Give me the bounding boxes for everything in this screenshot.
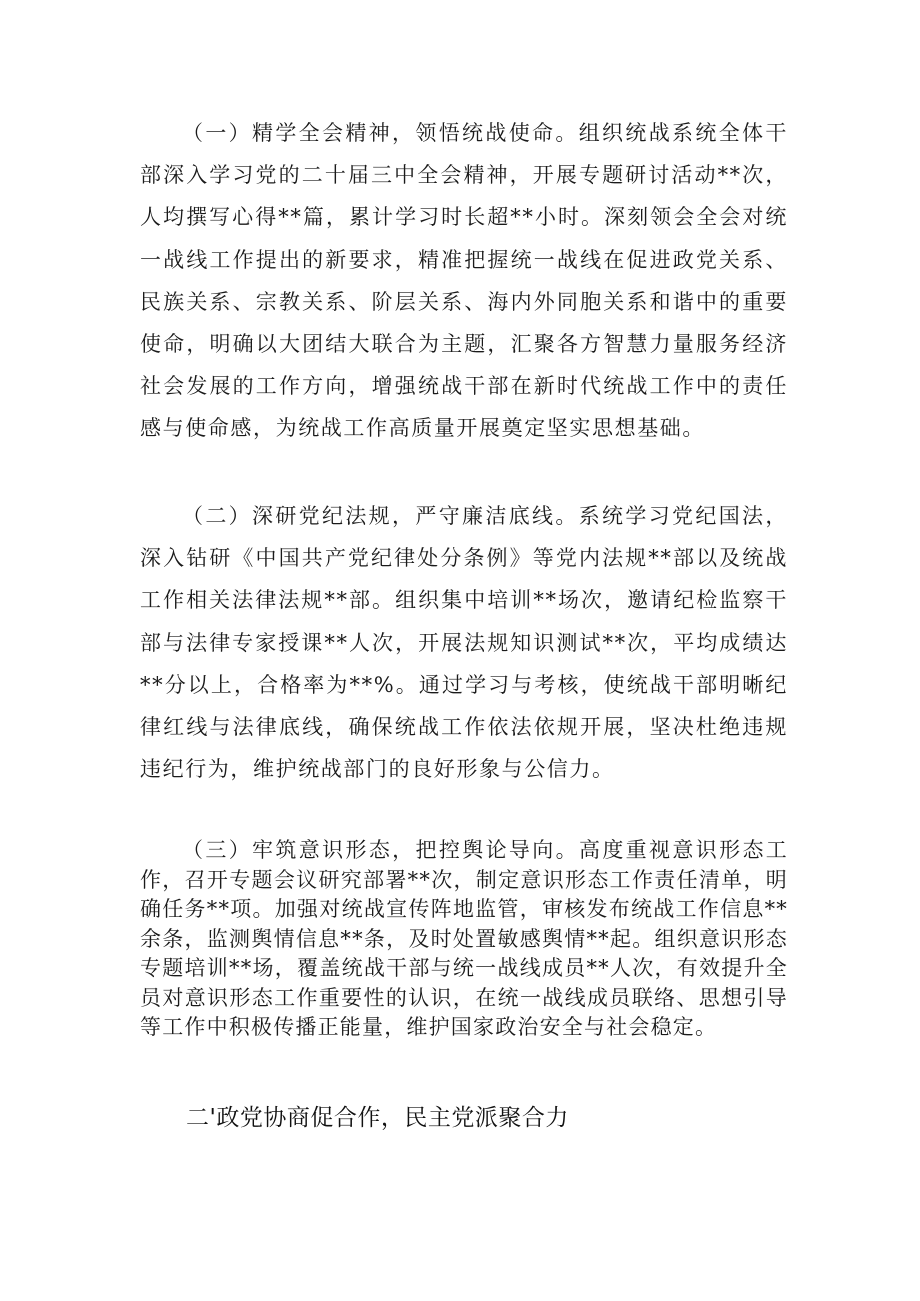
section-heading: 二'政党协商促合作，民主党派聚合力 xyxy=(186,1105,569,1131)
paragraph-ideology: （三）牢筑意识形态，把控舆论导向。高度重视意识形态工作，召开专题会议研究部署**次，制定意识形态工作责任清单，明确任务**项。加强对统战宣传阵地监管，审核发布统战工作信息**余条，监测舆情信息**条，及时处置敏感舆情**起。组织意识形态专题培训**场，覆盖统战干部与统一战线成员**人次，有效提升全员对意识形态工作重要性的认识，在统一战线成员联络、思想引导等工作中积极传播正能量，维护国家政治安全与社会稳定。 xyxy=(140,838,788,1039)
paragraph-study-plenum: （一）精学全会精神，领悟统战使命。组织统战系统全体干部深入学习党的二十届三中全会精神，开展专题研讨活动**次，人均撰写心得**篇，累计学习时长超**小时。深刻领会全会对统一战线工作提出的新要求，精准把握统一战线在促进政党关系、民族关系、宗教关系、阶层关系、海内外同胞关系和谐中的重要使命，明确以大团结大联合为主题，汇聚各方智慧力量服务经济社会发展的工作方向，增强统战干部在新时代统战工作中的责任感与使命感，为统战工作高质量开展奠定坚实思想基础。 xyxy=(140,121,788,441)
paragraph-discipline-regulations: （二）深研党纪法规，严守廉洁底线。系统学习党纪国法，深入钻研《中国共产党纪律处分条例》等党内法规**部以及统战工作相关法律法规**部。组织集中培训**场次，邀请纪检监察干部与法律专家授课**人次，开展法规知识测试**次，平均成绩达**分以上，合格率为**%。通过学习与考核，使统战干部明晰纪律红线与法律底线，确保统战工作依法依规开展，坚决杜绝违规违纪行为，维护统战部门的良好形象与公信力。 xyxy=(140,504,788,782)
